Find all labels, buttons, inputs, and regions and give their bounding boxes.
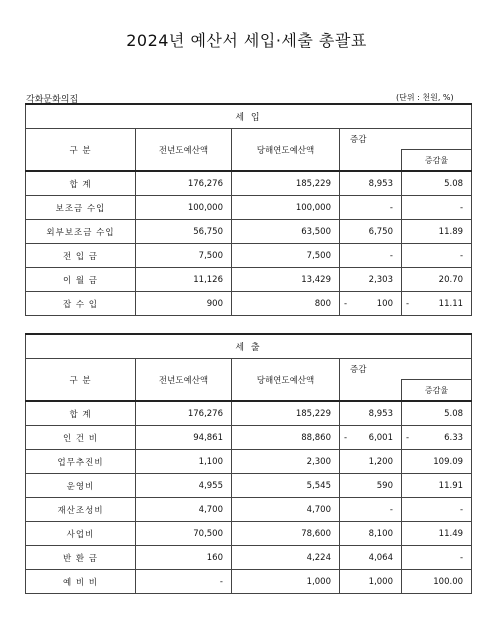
cell-curr: 88,860 [232, 426, 340, 450]
cell-value: 100 [376, 298, 393, 309]
row-label: 사업비 [26, 522, 136, 546]
cell-diff: 8,953 [340, 171, 402, 196]
cell-curr: 1,000 [232, 570, 340, 594]
expense-rows [26, 401, 472, 594]
cell-rate: 5.08 [402, 171, 472, 196]
cell-prev: 70,500 [136, 522, 232, 546]
cell-curr: 4,224 [232, 546, 340, 570]
cell-prev: 11,126 [136, 268, 232, 292]
income-table [25, 103, 472, 316]
cell-curr: 5,545 [232, 474, 340, 498]
table-row [26, 474, 472, 498]
negative-sign: - [406, 298, 410, 309]
cell-curr: 2,300 [232, 450, 340, 474]
cell-diff: 8,953 [340, 401, 402, 426]
cell-curr: 800 [232, 292, 340, 316]
cell-value: 6.33 [444, 432, 464, 443]
income-header-curr: 당해연도예산액 [232, 129, 340, 172]
table-row [26, 292, 472, 316]
table-row [26, 171, 472, 196]
cell-prev: 176,276 [136, 171, 232, 196]
cell-prev: - [136, 570, 232, 594]
cell-diff: 2,303 [340, 268, 402, 292]
cell-rate: - [402, 498, 472, 522]
cell-value: 6,001 [368, 432, 393, 443]
organization-name: 각화문화의집 [26, 95, 79, 105]
row-label: 합 계 [26, 171, 136, 196]
cell-prev: 1,100 [136, 450, 232, 474]
cell-diff: 1,000 [340, 570, 402, 594]
row-label: 합 계 [26, 401, 136, 426]
cell-diff: 590 [340, 474, 402, 498]
cell-curr: 4,700 [232, 498, 340, 522]
row-label: 보조금 수입 [26, 196, 136, 220]
income-rows [26, 171, 472, 316]
table-row [26, 570, 472, 594]
negative-sign: - [406, 432, 410, 443]
cell-prev: 94,861 [136, 426, 232, 450]
row-label: 전 입 금 [26, 244, 136, 268]
row-label: 업무추진비 [26, 450, 136, 474]
cell-curr: 78,600 [232, 522, 340, 546]
negative-sign: - [344, 298, 348, 309]
row-label: 운영비 [26, 474, 136, 498]
cell-curr: 185,229 [232, 401, 340, 426]
income-header-category: 구 분 [26, 129, 136, 172]
cell-diff: 4,064 [340, 546, 402, 570]
cell-prev: 160 [136, 546, 232, 570]
cell-rate: 11.49 [402, 522, 472, 546]
table-row [26, 196, 472, 220]
row-label: 잡 수 입 [26, 292, 136, 316]
expense-header-diff: 증감 [340, 359, 472, 380]
cell-rate: - [402, 244, 472, 268]
table-row [26, 220, 472, 244]
expense-section-title: 세 출 [26, 334, 472, 359]
cell-rate: 100.00 [402, 570, 472, 594]
cell-diff [340, 292, 402, 316]
cell-prev: 900 [136, 292, 232, 316]
cell-prev: 100,000 [136, 196, 232, 220]
cell-diff: 6,750 [340, 220, 402, 244]
cell-rate: 5.08 [402, 401, 472, 426]
income-section-title: 세 입 [26, 104, 472, 129]
cell-prev: 176,276 [136, 401, 232, 426]
cell-rate: - [402, 546, 472, 570]
row-label: 인 건 비 [26, 426, 136, 450]
expense-header-prev: 전년도예산액 [136, 359, 232, 402]
table-row [26, 426, 472, 450]
table-row [26, 401, 472, 426]
cell-diff: 1,200 [340, 450, 402, 474]
row-label: 예 비 비 [26, 570, 136, 594]
cell-rate: 20.70 [402, 268, 472, 292]
cell-prev: 7,500 [136, 244, 232, 268]
cell-prev: 56,750 [136, 220, 232, 244]
table-row [26, 268, 472, 292]
income-header-rate: 증감율 [402, 150, 472, 172]
cell-rate: 109.09 [402, 450, 472, 474]
expense-header-category: 구 분 [26, 359, 136, 402]
page-title: 2024년 예산서 세입·세출 총괄표 [126, 31, 367, 50]
expense-header-curr: 당해연도예산액 [232, 359, 340, 402]
unit-note: (단위 : 천원, %) [396, 93, 454, 102]
cell-value: 11.11 [438, 298, 464, 309]
cell-rate: - [402, 196, 472, 220]
cell-curr: 100,000 [232, 196, 340, 220]
cell-rate: 11.89 [402, 220, 472, 244]
negative-sign: - [344, 432, 348, 443]
income-header-prev: 전년도예산액 [136, 129, 232, 172]
cell-diff: - [340, 196, 402, 220]
cell-prev: 4,955 [136, 474, 232, 498]
cell-curr: 185,229 [232, 171, 340, 196]
cell-diff: - [340, 244, 402, 268]
table-row [26, 546, 472, 570]
expense-table [25, 333, 472, 594]
expense-header-rate: 증감율 [402, 380, 472, 402]
table-row [26, 450, 472, 474]
cell-curr: 13,429 [232, 268, 340, 292]
row-label: 외부보조금 수입 [26, 220, 136, 244]
row-label: 이 월 금 [26, 268, 136, 292]
table-row [26, 244, 472, 268]
row-label: 반 환 금 [26, 546, 136, 570]
cell-curr: 63,500 [232, 220, 340, 244]
cell-diff: - [340, 498, 402, 522]
row-label: 재산조성비 [26, 498, 136, 522]
cell-diff: 8,100 [340, 522, 402, 546]
cell-rate: 11.91 [402, 474, 472, 498]
cell-prev: 4,700 [136, 498, 232, 522]
income-header-diff: 증감 [340, 129, 472, 150]
cell-rate [402, 426, 472, 450]
cell-curr: 7,500 [232, 244, 340, 268]
table-row [26, 522, 472, 546]
cell-diff [340, 426, 402, 450]
table-row [26, 498, 472, 522]
cell-rate [402, 292, 472, 316]
